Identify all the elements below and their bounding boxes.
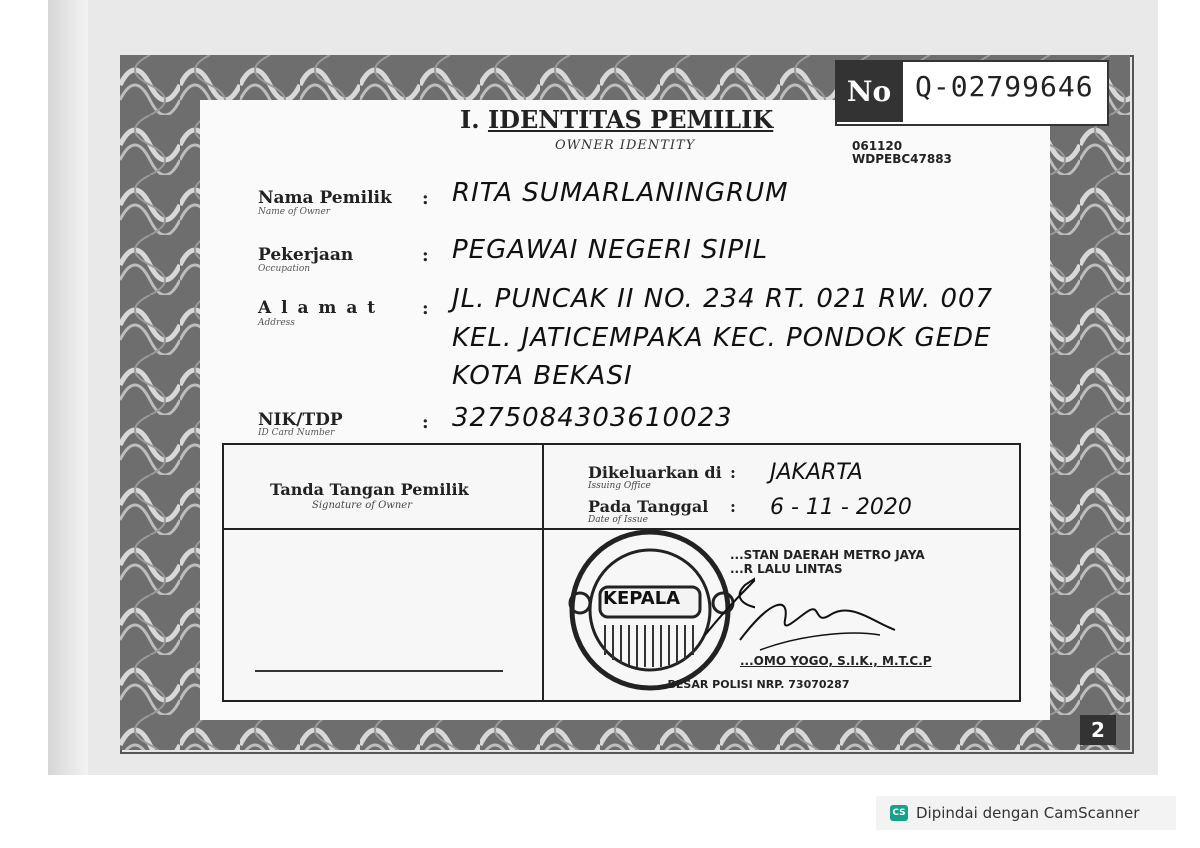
owner-name-sublabel: Name of Owner [258,207,331,217]
signature-label: Tanda Tangan Pemilik [270,480,469,499]
nik-sublabel: ID Card Number [258,428,335,438]
owner-name-value: RITA SUMARLANINGRUM [452,178,789,208]
code-line-1: 061120 [852,139,903,153]
issue-date-sublabel: Date of Issue [588,515,648,525]
stamp-text: KEPALA [603,588,681,609]
issuing-office-sublabel: Issuing Office [588,481,651,491]
address-line-1: JL. PUNCAK II NO. 234 RT. 021 RW. 007 [452,284,994,314]
occupation-label: Pekerjaan [258,245,354,265]
occupation-colon: : [422,245,429,266]
table-divider-vertical [542,443,544,700]
issuing-office-label: Dikeluarkan di [588,463,722,482]
occupation-sublabel: Occupation [258,264,311,274]
address-line-2: KEL. JATICEMPAKA KEC. PONDOK GEDE [452,323,992,353]
officer-rank: ...BESAR POLISI NRP. 73070287 [655,678,850,691]
issue-date-colon: : [730,497,736,516]
nik-value: 3275084303610023 [452,403,733,433]
nik-colon: : [422,412,429,433]
address-colon: : [422,298,429,319]
camscanner-icon: CS [890,805,908,821]
title-prefix: I. [460,105,480,134]
authority-line-1: ...STAN DAERAH METRO JAYA [730,548,925,562]
owner-name-colon: : [422,188,429,209]
document-subtitle: OWNER IDENTITY [555,138,696,153]
official-stamp [555,525,755,695]
issuing-office-value: JAKARTA [770,460,863,485]
issue-date-value: 6 - 11 - 2020 [770,495,912,520]
address-label: A l a m a t [258,298,378,318]
issuing-office-colon: : [730,463,736,482]
page-fold-shadow [48,0,88,775]
code-line-2: WDPEBC47883 [852,152,952,166]
nik-label: NIK/TDP [258,410,343,430]
title-text: IDENTITAS PEMILIK [487,105,774,134]
page-number: 2 [1080,715,1116,745]
signature-line [255,670,503,672]
document-code [852,140,952,166]
official-signature [730,590,900,660]
occupation-value: PEGAWAI NEGERI SIPIL [452,235,769,265]
address-sublabel: Address [258,318,295,328]
issue-date-label: Pada Tanggal [588,497,709,516]
officer-name: ...OMO YOGO, S.I.K., M.T.C.P [740,654,932,668]
serial-number-value: Q-02799646 [915,70,1094,103]
serial-number-label: No [835,60,903,122]
owner-name-label: Nama Pemilik [258,188,392,208]
address-line-3: KOTA BEKASI [452,361,633,391]
camscanner-watermark [876,796,1176,830]
document-title [460,105,773,134]
signature-sublabel: Signature of Owner [312,500,412,511]
authority-line-2: ...R LALU LINTAS [730,562,843,576]
camscanner-text: Dipindai dengan CamScanner [916,804,1140,822]
